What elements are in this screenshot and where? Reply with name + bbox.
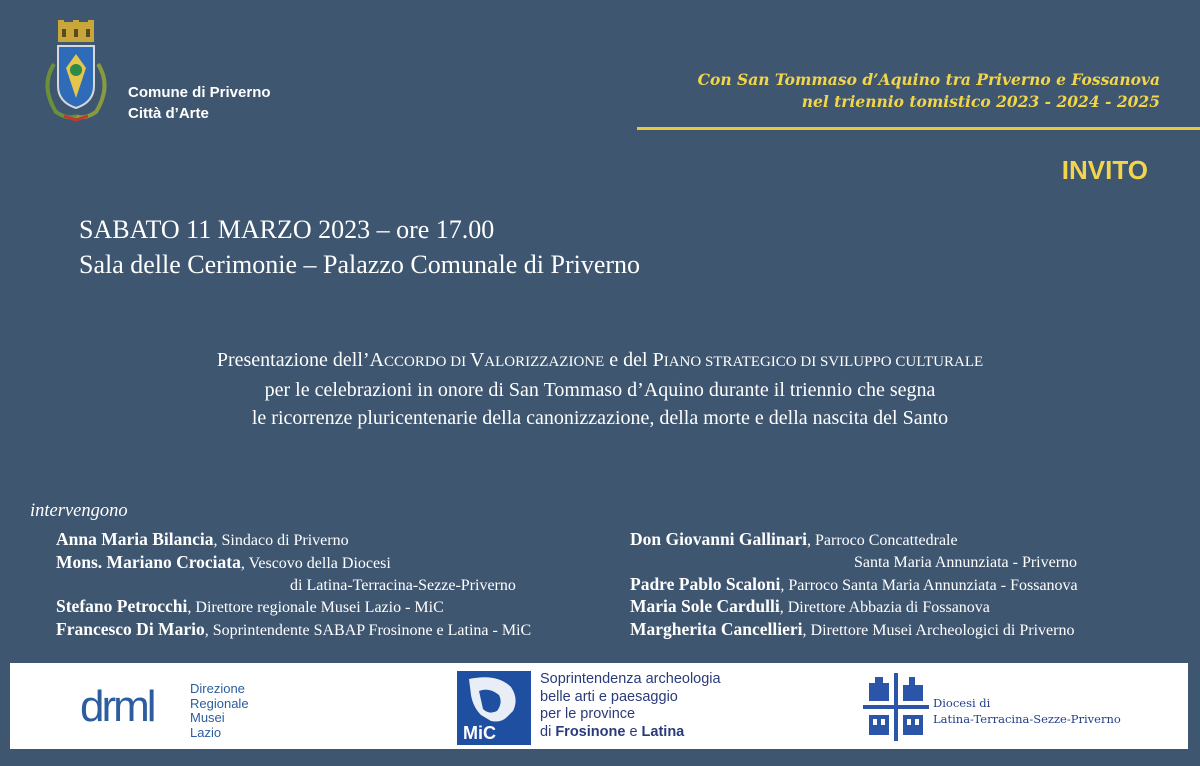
footer-logos-bar: [10, 663, 1188, 749]
sabap-line-1: Soprintendenza archeologia: [540, 671, 721, 687]
piano-initial: P: [652, 349, 664, 371]
celebration-line-2: nel triennio tomistico 2023 - 2024 - 2025: [801, 92, 1160, 111]
sabap-di: di: [540, 723, 556, 740]
speakers-right-column: [630, 529, 1078, 642]
speaker-row: [630, 529, 1078, 552]
speaker-name: Padre Pablo Scaloni: [630, 573, 781, 594]
drml-logo-text: drml: [80, 683, 154, 731]
speaker-role: , Parroco Concattedrale: [806, 532, 958, 549]
speaker-role: , Parroco Santa Maria Annunziata - Fossanova: [780, 576, 1078, 594]
drml-logo: [80, 683, 176, 731]
diocesi-logo: [863, 673, 929, 741]
valorizzazione-rest: ALORIZZAZIONE: [484, 354, 605, 370]
mic-logo: [457, 671, 531, 745]
diocesi-line-2: Latina-Terracina-Sezze-Priverno: [933, 712, 1121, 726]
sabap-frosinone: Frosinone: [555, 723, 626, 740]
speaker-role: , Soprintendente SABAP Frosinone e Latina - MiC: [204, 622, 532, 640]
speaker-role-continued: di Latina-Terracina-Sezze-Priverno: [290, 576, 516, 594]
speaker-row: [630, 574, 1078, 597]
presentation-conjunction: e del: [604, 349, 653, 371]
sabap-name: [540, 671, 721, 741]
presentation-prefix: Presentazione dell’: [216, 349, 370, 371]
speaker-row: [56, 552, 531, 575]
piano-rest: IANO STRATEGICO DI SVILUPPO CULTURALE: [663, 354, 984, 370]
drml-line: Direzione: [190, 681, 245, 696]
speaker-row: [56, 529, 531, 552]
sabap-e: e: [625, 723, 642, 740]
drml-line: Lazio: [190, 724, 222, 740]
speaker-role: , Direttore regionale Musei Lazio - MiC: [187, 599, 444, 617]
speaker-name: Don Giovanni Gallinari: [630, 529, 807, 549]
event-date-time: SABATO 11 MARZO 2023 – ore 17.00: [79, 215, 495, 244]
speaker-name: Mons. Mariano Crociata: [56, 551, 241, 572]
celebration-title: [698, 69, 1160, 113]
gold-divider: [637, 127, 1200, 130]
presentation-line-1: [0, 346, 1200, 376]
speaker-name: Francesco Di Mario: [56, 619, 205, 640]
accordo-initial: A: [369, 349, 384, 371]
drml-name: [190, 682, 249, 740]
comune-crest-logo: [34, 20, 118, 130]
accordo-rest: CCORDO DI: [384, 354, 470, 370]
comune-name: [128, 82, 271, 124]
comune-title: Comune di Priverno: [128, 84, 271, 101]
speakers-label: intervengono: [30, 501, 128, 521]
diocesi-name: [933, 695, 1121, 727]
speaker-role: , Sindaco di Priverno: [213, 532, 349, 549]
speaker-row: [56, 596, 531, 619]
celebration-line-1: Con San Tommaso d’Aquino tra Priverno e Fossanova: [697, 70, 1160, 89]
speaker-role: , Direttore Abbazia di Fossanova: [779, 599, 990, 617]
sabap-line-2: belle arti e paesaggio: [540, 688, 678, 705]
diocesi-line-1: Diocesi di: [933, 696, 991, 710]
mic-logo-text: MiC: [463, 723, 496, 743]
speaker-name: Stefano Petrocchi: [56, 596, 188, 617]
speaker-name: Margherita Cancellieri: [630, 619, 803, 640]
speakers-left-column: [56, 529, 531, 642]
invito-heading: INVITO: [1061, 155, 1148, 185]
sabap-line-4: [540, 724, 721, 742]
presentation-line-3: le ricorrenze pluricentenarie della canonizzazione, della morte e della nascita del Santo: [251, 407, 949, 429]
speaker-row: [630, 596, 1078, 619]
speaker-role: , Direttore Musei Archeologici di Priverno: [802, 622, 1075, 640]
drml-line: Regionale: [190, 695, 249, 711]
speaker-role-continued: Santa Maria Annunziata - Priverno: [854, 553, 1078, 571]
speaker-row: [630, 619, 1078, 642]
presentation-line-2: per le celebrazioni in onore di San Tommaso d’Aquino durante il triennio che segna: [264, 379, 936, 401]
drml-line: Musei: [190, 710, 225, 725]
comune-subtitle: Città d’Arte: [128, 105, 209, 122]
speaker-name: Maria Sole Cardulli: [630, 596, 780, 617]
sabap-latina: Latina: [641, 723, 685, 740]
speaker-role: , Vescovo della Diocesi: [240, 554, 391, 572]
presentation-text: [0, 346, 1200, 432]
event-venue: Sala delle Cerimonie – Palazzo Comunale di Priverno: [79, 250, 641, 279]
sabap-line-3: per le province: [540, 706, 636, 722]
speaker-row: [56, 619, 531, 642]
valorizzazione-initial: V: [469, 349, 485, 371]
speaker-name: Anna Maria Bilancia: [56, 529, 214, 549]
